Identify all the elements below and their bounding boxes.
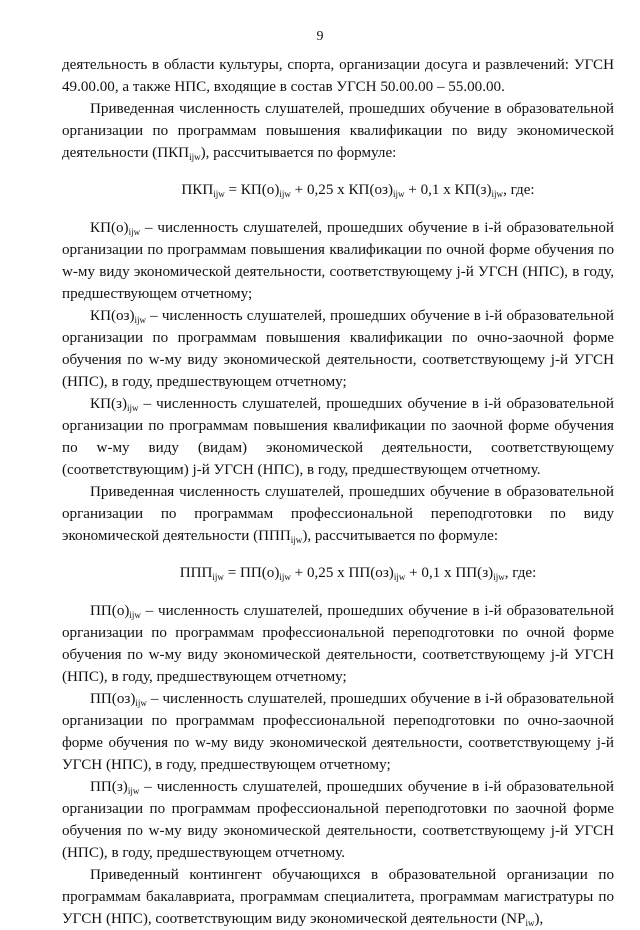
subscript: ijw	[126, 403, 139, 413]
text-run: ),	[534, 911, 544, 927]
text-run: Приведенная численность слушателей, прошедших обучение в образовательной организации по программам повышения квалификации по виду экономической деятельности (ПКП	[62, 101, 614, 161]
text-run: = КП(о)	[224, 182, 280, 198]
paragraph	[62, 600, 614, 688]
subscript: ijw	[493, 572, 505, 582]
text-run: = ПП(о)	[223, 565, 280, 581]
formula	[62, 547, 614, 600]
text-run: , где:	[503, 182, 535, 198]
subscript: ijw	[290, 535, 303, 545]
subscript: ijw	[491, 189, 504, 199]
paragraph	[62, 393, 614, 481]
formula	[62, 164, 614, 217]
subscript: ijw	[135, 698, 147, 708]
text-run: Приведенный контингент обучающихся в образовательной организации по программам бакалавриата, программам специалитета, программам магистратуры по УГСН (НПС), соответствующим виду экономической деятельности (NP	[62, 867, 614, 927]
text-run: ППП	[179, 565, 213, 581]
subscript: ijw	[127, 786, 140, 796]
text-run: – численность слушателей, прошедших обучение в i-й образовательной организации по программам повышения квалификации по заочной форме обучения по w-му виду (видам) экономической деятельности, соответствующему (соответствующим) j-й УГСН (НПС), в году, предшествующем отчетному.	[62, 396, 614, 478]
text-run: – численность слушателей, прошедших обучение в i-й образовательной организации по программам повышения квалификации по очно-заочной форме обучения по w-му виду экономической деятельности, соответствующему j-й УГСН (НПС), в году, предшествующем отчетному;	[62, 308, 614, 390]
subscript: ijw	[279, 572, 291, 582]
subscript: iw	[525, 918, 535, 928]
document-body	[62, 54, 614, 930]
text-run: КП(о)	[90, 220, 129, 236]
text-run: КП(оз)	[90, 308, 135, 324]
subscript: ijw	[212, 572, 224, 582]
subscript: ijw	[128, 227, 141, 237]
text-run: + 0,1 х ПП(з)	[405, 565, 494, 581]
paragraph	[62, 98, 614, 164]
text-run: , где:	[504, 565, 537, 581]
paragraph	[62, 305, 614, 393]
text-run: ПП(о)	[90, 603, 130, 619]
paragraph	[62, 54, 614, 98]
page-number: 9	[316, 29, 324, 44]
subscript: ijw	[189, 152, 201, 162]
subscript: ijw	[213, 189, 225, 199]
paragraph	[62, 688, 614, 776]
subscript: ijw	[129, 610, 141, 620]
text-run: – численность слушателей, прошедших обучение в i-й образовательной организации по программам профессиональной переподготовки по заочной форме обучения по w-му виду экономической деятельности, соответствующему j-й УГСН (НПС), в году, предшествующем отчетному.	[62, 779, 614, 861]
text-run: деятельность в области культуры, спорта, организации досуга и развлечений: УГСН 49.00.00, а также НПС, входящие в состав УГСН 50.00.00 – 55.00.00.	[62, 57, 614, 95]
text-run: ПП(з)	[90, 779, 128, 795]
text-run: ), рассчитывается по формуле:	[302, 528, 499, 544]
text-run: + 0,25 х ПП(оз)	[290, 565, 394, 581]
text-run: ПКП	[181, 182, 214, 198]
paragraph	[62, 481, 614, 547]
text-run: ), рассчитывается по формуле:	[200, 145, 397, 161]
text-run: Приведенная численность слушателей, прошедших обучение в образовательной организации по программам профессиональной переподготовки по виду экономической деятельности (ППП	[62, 484, 614, 544]
text-run: + 0,25 х КП(оз)	[290, 182, 394, 198]
text-run: – численность слушателей, прошедших обучение в i-й образовательной организации по программам профессиональной переподготовки по очно-заочной форме обучения по w-му виду экономической деятельности, соответствующему j-й УГСН (НПС), в году, предшествующем отчетному;	[62, 691, 614, 773]
text-run: – численность слушателей, прошедших обучение в i-й образовательной организации по программам повышения квалификации по очной форме обучения по w-му виду экономической деятельности, соответствующему j-й УГСН (НПС), в году, предшествующем отчетному;	[62, 220, 614, 302]
text-run: ПП(оз)	[90, 691, 136, 707]
text-run: – численность слушателей, прошедших обучение в i-й образовательной организации по программам профессиональной переподготовки по очной форме обучения по w-му виду экономической деятельности, соответствующему j-й УГСН (НПС), в году, предшествующем отчетному;	[62, 603, 614, 685]
subscript: ijw	[134, 315, 147, 325]
paragraph	[62, 864, 614, 930]
subscript: ijw	[393, 572, 406, 582]
paragraph	[62, 776, 614, 864]
text-run: + 0,1 х КП(з)	[404, 182, 492, 198]
subscript: ijw	[279, 189, 291, 199]
text-run: КП(з)	[90, 396, 127, 412]
subscript: ijw	[393, 189, 405, 199]
paragraph	[62, 217, 614, 305]
